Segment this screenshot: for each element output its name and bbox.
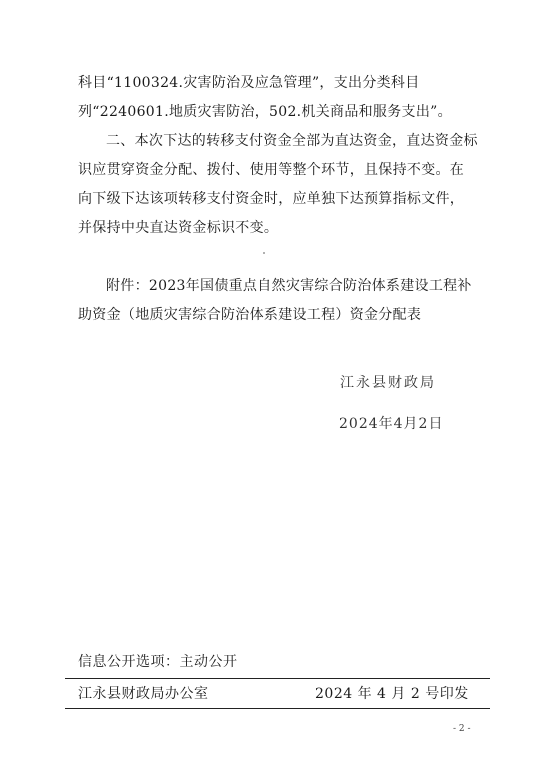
body-paragraph-1: 科目“1100324.灾害防治及应急管理”，支出分类科目列“2240601.地质灾害防治，502.机关商品和服务支出”。 — [78, 75, 452, 120]
print-date: 2024 年 4 月 2 号印发 — [315, 686, 469, 702]
disclosure-option: 信息公开选项：主动公开 — [78, 654, 238, 670]
attachment-text: 附件：2023年国债重点自然灾害综合防治体系建设工程补助资金（地质灾害综合防治体系建设工程）资金分配表 — [78, 278, 472, 323]
footer-rule-bottom — [65, 708, 490, 709]
footer-rule-top — [65, 678, 490, 679]
page-number: - 2 - — [453, 724, 471, 734]
body-paragraph-2 — [78, 127, 478, 243]
scan-speck — [263, 252, 265, 254]
attachment-note — [78, 272, 478, 330]
issuing-office: 江永县财政局办公室 — [78, 686, 209, 702]
body-paragraph-2-text: 二、本次下达的转移支付资金全部为直达资金，直达资金标识应贯穿资金分配、拨付、使用等整个环节，且保持不变。在向下级下达该项转移支付资金时，应单独下达预算指标文件，并保持中央直达资金标识不变。 — [78, 133, 478, 236]
signature-date: 2024年4月2日 — [339, 416, 444, 432]
signature-org: 江永县财政局 — [340, 375, 436, 391]
